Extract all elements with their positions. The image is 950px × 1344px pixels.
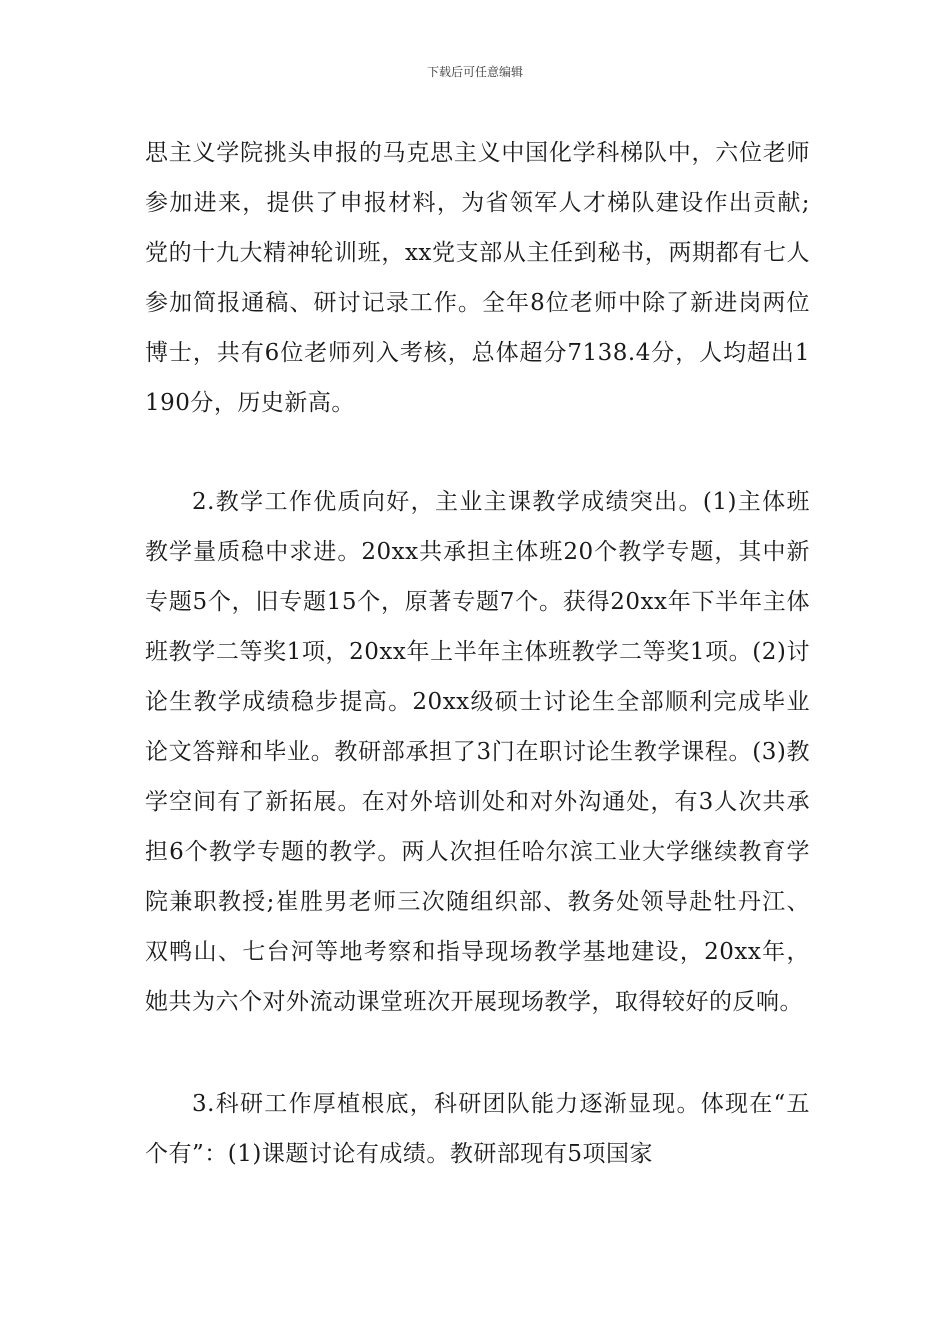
- page-header: 下载后可任意编辑: [426, 65, 523, 79]
- paragraph-research-work: 3.科研工作厚植根底，科研团队能力逐渐显现。体现在“五个有”：(1)课题讨论有成绩。教研部现有5项国家: [145, 1091, 810, 1167]
- paragraph-teaching-work: 2.教学工作优质向好，主业主课教学成绩突出。(1)主体班教学量质稳中求进。20xx共承担主体班20个教学专题，其中新专题5个，旧专题15个，原著专题7个。获得20xx年下半年主体班教学二等奖1项，20xx年上半年主体班教学二等奖1项。(2)讨论生教学成绩稳步提高。20xx级硕士讨论生全部顺利完成毕业论文答辩和毕业。教研部承担了3门在职讨论生教学课程。(3)教学空间有了新拓展。在对外培训处和对外沟通处，有3人次共承担6个教学专题的教学。两人次担任哈尔滨工业大学继续教育学院兼职教授;崔胜男老师三次随组织部、教务处领导赴牡丹江、双鸭山、七台河等地考察和指导现场教学基地建设，20xx年，她共为六个对外流动课堂班次开展现场教学，取得较好的反响。: [145, 489, 810, 1015]
- document-body: [145, 128, 810, 1179]
- paragraph-continuation: 思主义学院挑头申报的马克思主义中国化学科梯队中，六位老师参加进来，提供了申报材料，为省领军人才梯队建设作出贡献;党的十九大精神轮训班，xx党支部从主任到秘书，两期都有七人参加简报通稿、研讨记录工作。全年8位老师中除了新进岗两位博士，共有6位老师列入考核，总体超分7138.4分，人均超出1190分，历史新高。: [145, 140, 810, 416]
